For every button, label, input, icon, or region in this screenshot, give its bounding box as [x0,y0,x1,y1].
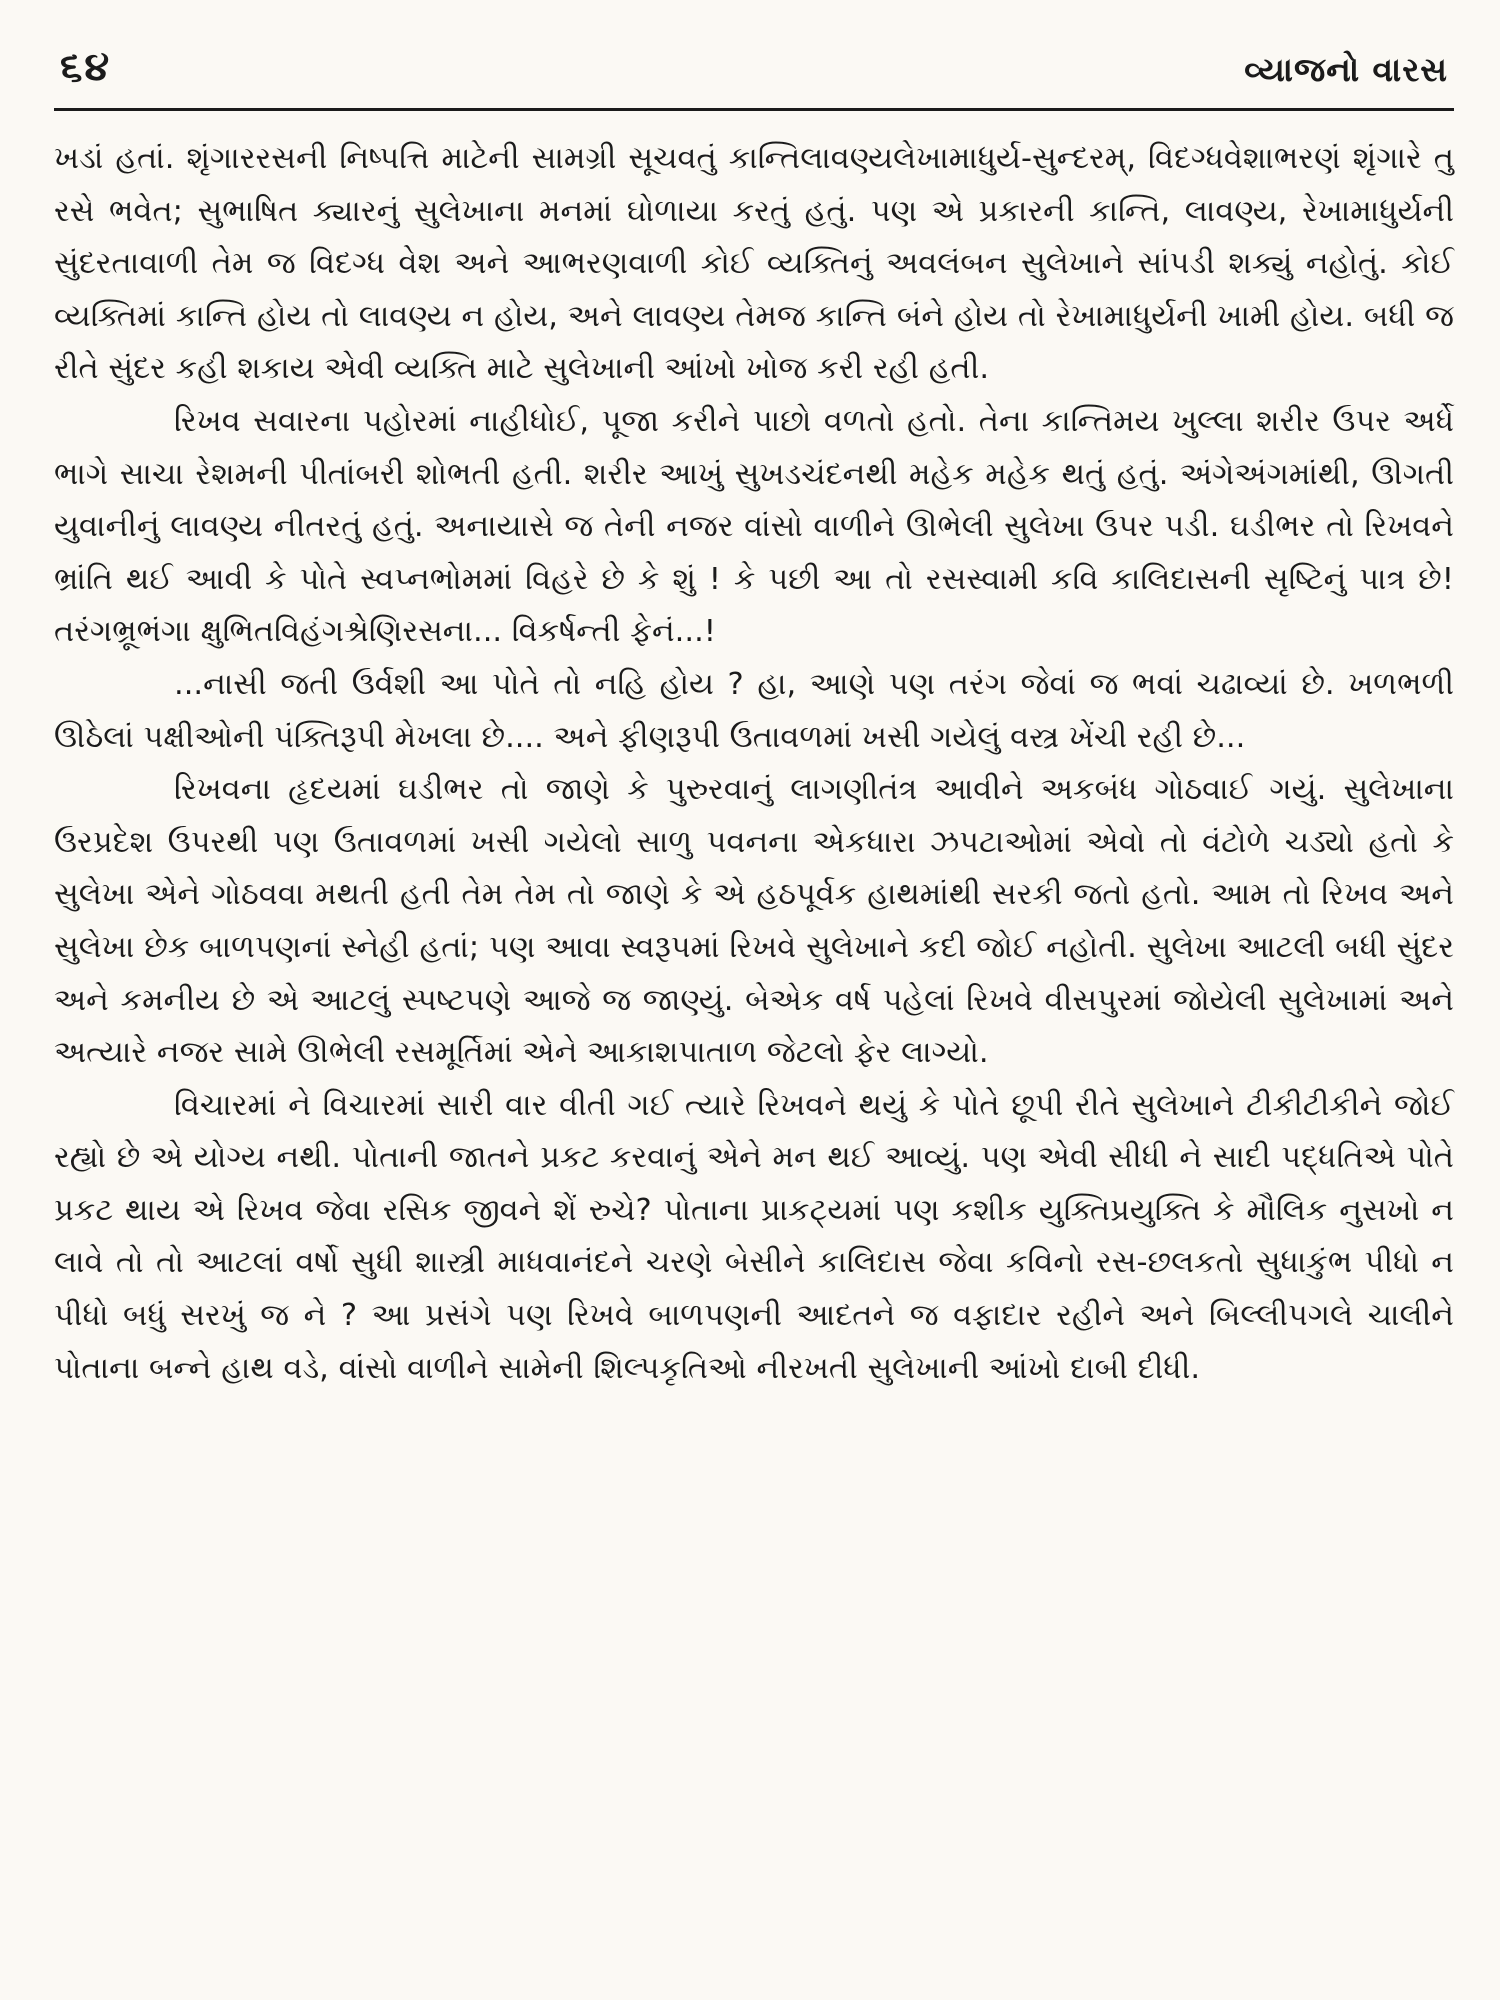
paragraph: રિખવના હૃદયમાં ઘડીભર તો જાણે કે પુરુરવાનું લાગણીતંત્ર આવીને અકબંધ ગોઠવાઈ ગયું. સુલેખાના ઉરપ્રદેશ ઉપરથી પણ ઉતાવળમાં ખસી ગયેલો સાળુ પવનના એકધારા ઝપટાઓમાં એવો તો વંટોળે ચડ્યો હતો કે સુલેખા એને ગોઠવવા મથતી હતી તેમ તેમ તો જાણે કે એ હઠપૂર્વક હાથમાંથી સરકી જતો હતો. આમ તો રિખવ અને સુલેખા છેક બાળપણનાં સ્નેહી હતાં; પણ આવા સ્વરૂપમાં રિખવે સુલેખાને કદી જોઈ નહોતી. સુલેખા આટલી બધી સુંદર અને કમનીય છે એ આટલું સ્પષ્ટપણે આજે જ જાણ્યું. બેએક વર્ષ પહેલાં રિખવે વીસપુરમાં જોયેલી સુલેખામાં અને અત્યારે નજર સામે ઊભેલી રસમૂર્તિમાં એને આકાશપાતાળ જેટલો ફેર લાગ્યો. [54,772,1454,1071]
paragraph: ખડાં હતાં. શૃંગારરસની નિષ્પત્તિ માટેની સામગ્રી સૂચવતું કાન્તિલાવણ્યલેખામાધુર્ય-સુન્દરમ્, વિદગ્ધવેશાભરણં શૃંગારે તુ રસે ભવેત; સુભાષિત ક્યારનું સુલેખાના મનમાં ઘોળાયા કરતું હતું. પણ એ પ્રકારની કાન્તિ, લાવણ્ય, રેખામાધુર્યની સુંદરતાવાળી તેમ જ વિદગ્ધ વેશ અને આભરણવાળી કોઈ વ્યક્તિનું અવલંબન સુલેખાને સાંપડી શક્યું નહોતું. કોઈ વ્યક્તિમાં કાન્તિ હોય તો લાવણ્ય ન હોય, અને લાવણ્ય તેમજ કાન્તિ બંને હોય તો રેખામાધુર્યની ખામી હોય. બધી જ રીતે સુંદર કહી શકાય એવી વ્યક્તિ માટે સુલેખાની આંખો ખોજ કરી રહી હતી. [54,141,1454,387]
page-header [54,28,1454,90]
paragraph: વિચારમાં ને વિચારમાં સારી વાર વીતી ગઈ ત્યારે રિખવને થયું કે પોતે છૂપી રીતે સુલેખાને ટીકીટીકીને જોઈ રહ્યો છે એ યોગ્ય નથી. પોતાની જાતને પ્રકટ કરવાનું એને મન થઈ આવ્યું. પણ એવી સીધી ને સાદી પદ્ધતિએ પોતે પ્રકટ થાય એ રિખવ જેવા રસિક જીવને શેં રુચે? પોતાના પ્રાકટ્યમાં પણ કશીક યુક્તિપ્રયુક્તિ કે મૌલિક નુસખો ન લાવે તો તો આટલાં વર્ષો સુધી શાસ્ત્રી માધવાનંદને ચરણે બેસીને કાલિદાસ જેવા કવિનો રસ-છલકતો સુધાકુંભ પીધો ન પીધો બધું સરખું જ ને ? આ પ્રસંગે પણ રિખવે બાળપણની આદતને જ વફાદાર રહીને અને બિલ્લીપગલે ચાલીને પોતાના બન્ને હાથ વડે, વાંસો વાળીને સામેની શિલ્પકૃતિઓ નીરખતી સુલેખાની આંખો દાબી દીધી. [54,1087,1454,1386]
page-number: ૬૪ [60,44,112,90]
paragraph: ...નાસી જતી ઉર્વશી આ પોતે તો નહિ હોય ? હા, આણે પણ તરંગ જેવાં જ ભવાં ચઢાવ્યાં છે. ખળભળી ઊઠેલાં પક્ષીઓની પંક્તિરૂપી મેખલા છે.... અને ફીણરૂપી ઉતાવળમાં ખસી ગયેલું વસ્ત્ર ખેંચી રહી છે... [54,666,1454,755]
running-title: વ્યાજનો વારસ [1244,50,1448,89]
body-text [54,133,1454,1395]
paragraph: રિખવ સવારના પહોરમાં નાહીધોઈ, પૂજા કરીને પાછો વળતો હતો. તેના કાન્તિમય ખુલ્લા શરીર ઉપર અર્ધે ભાગે સાચા રેશમની પીતાંબરી શોભતી હતી. શરીર આખું સુખડચંદનથી મહેક મહેક થતું હતું. અંગેઅંગમાંથી, ઊગતી યુવાનીનું લાવણ્ય નીતરતું હતું. અનાયાસે જ તેની નજર વાંસો વાળીને ઊભેલી સુલેખા ઉપર પડી. ઘડીભર તો રિખવને ભ્રાંતિ થઈ આવી કે પોતે સ્વપ્નભોમમાં વિહરે છે કે શું ! કે પછી આ તો રસસ્વામી કવિ કાલિદાસની સૃષ્ટિનું પાત્ર છે! તરંગભ્રૂભંગા ક્ષુભિતવિહંગશ્રેણિરસના... વિકર્ષન્તી ફેનં...! [54,403,1454,650]
header-rule [54,108,1454,111]
